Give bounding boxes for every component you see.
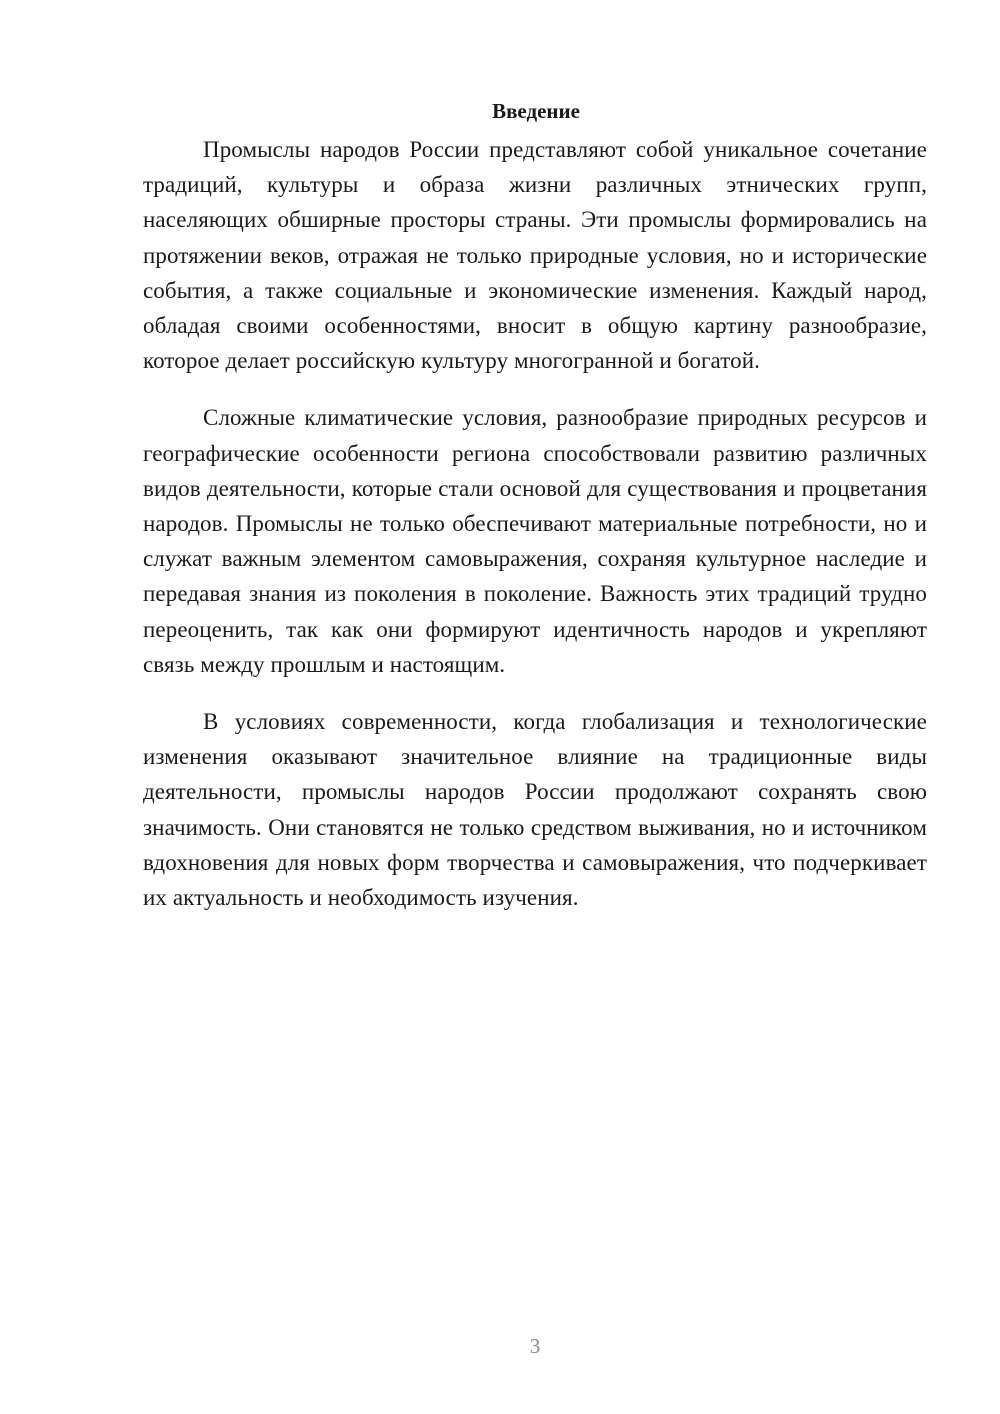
paragraph: В условиях современности, когда глобализация и технологические изменения оказывают значительное влияние на традиционные виды деятельности, промыслы народов России продолжают сохранять свою значимость. Они становятся не только средством выживания, но и источником вдохновения для новых форм творчества и самовыражения, что подчеркивает их актуальность и необходимость изучения. [143, 709, 927, 911]
page-content [143, 95, 927, 937]
paragraph: Сложные климатические условия, разнообразие природных ресурсов и географические особенности региона способствовали развитию различных видов деятельности, которые стали основой для существования и процветания народов. Промыслы не только обеспечивают материальные потребности, но и служат важным элементом самовыражения, сохраняя культурное наследие и передавая знания из поколения в поколение. Важность этих традиций трудно переоценить, так как они формируют идентичность народов и укрепляют связь между прошлым и настоящим. [143, 405, 927, 677]
section-title: Введение [492, 99, 580, 123]
page-number: 3 [529, 1334, 541, 1358]
paragraph: Промыслы народов России представляют собой уникальное сочетание традиций, культуры и образа жизни различных этнических групп, населяющих обширные просторы страны. Эти промыслы формировались на протяжении веков, отражая не только природные условия, но и исторические события, а также социальные и экономические изменения. Каждый народ, обладая своими особенностями, вносит в общую картину разнообразие, которое делает российскую культуру многогранной и богатой. [143, 137, 927, 374]
